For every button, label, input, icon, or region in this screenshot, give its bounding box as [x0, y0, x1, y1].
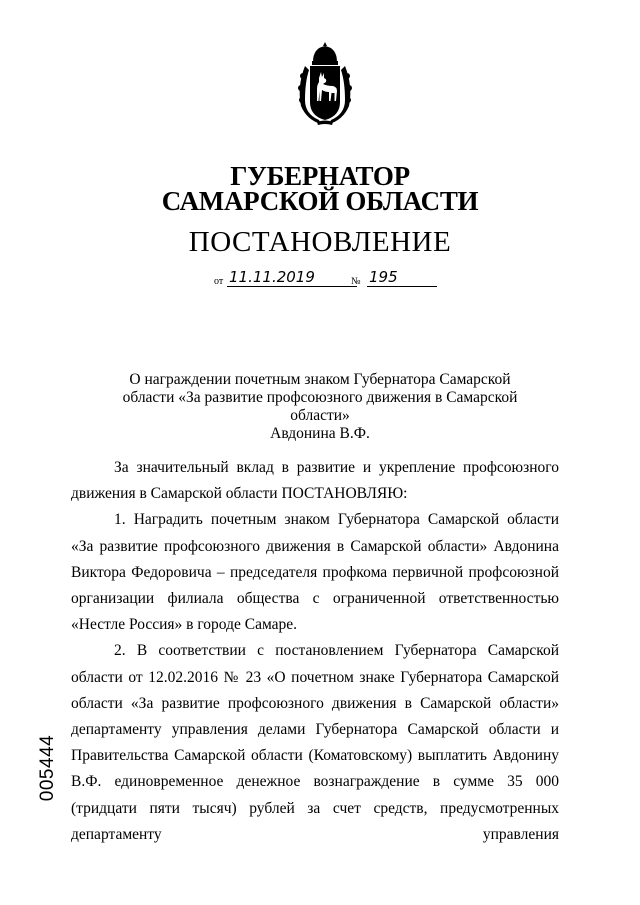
document-type: ПОСТАНОВЛЕНИЕ: [188, 226, 452, 258]
subject-line: О награждении почетным знаком Губернатора Самарской: [129, 371, 511, 388]
serial-number: 005444: [37, 734, 58, 802]
body-paragraph-item-1: 1. Наградить почетным знаком Губернатора Самарской области «За развитие профсоюзного движения в Самарской области» Авдонина Виктора Федоровича – председателя профкома первичной профсоюзной организации филиала общества с ограниченной ответственностью «Нестле Россия» в городе Самаре.: [71, 511, 559, 634]
margin-serial-stamp: [31, 734, 65, 802]
issuer-title: ГУБЕРНАТОР: [230, 161, 410, 191]
body-paragraph-item-2: 2. В соответствии с постановлением Губернатора Самарской области от 12.02.2016 № 23 «О почетном знаке Губернатора Самарской области «За развитие профсоюзного движения в Самарской области» департаменту управления делами Губернатора Самарской области и Правительства Самарской области (Коматовскому) выплатить Авдонину В.Ф. единовременное денежное вознаграждение в сумме 35 000 (тридцати пяти тысяч) рублей за счет средств, предусмотренных департаменту управления: [71, 642, 559, 843]
document-date: 11.11.2019: [227, 268, 357, 287]
subject-line: области «За развитие профсоюзного движения в Самарской области»: [122, 389, 518, 424]
document-number: 195: [367, 268, 437, 287]
issuer-region: САМАРСКОЙ ОБЛАСТИ: [161, 186, 479, 216]
document-subject: [100, 371, 540, 443]
subject-line: Авдонина В.Ф.: [270, 425, 370, 442]
date-prefix: от: [214, 276, 224, 287]
body-paragraph-preamble: За значительный вклад в развитие и укрепление профсоюзного движения в Самарской области ПОСТАНОВЛЯЮ:: [71, 459, 559, 503]
number-label: №: [351, 276, 361, 287]
coat-of-arms-icon: [295, 40, 355, 128]
document-body: [71, 455, 559, 848]
